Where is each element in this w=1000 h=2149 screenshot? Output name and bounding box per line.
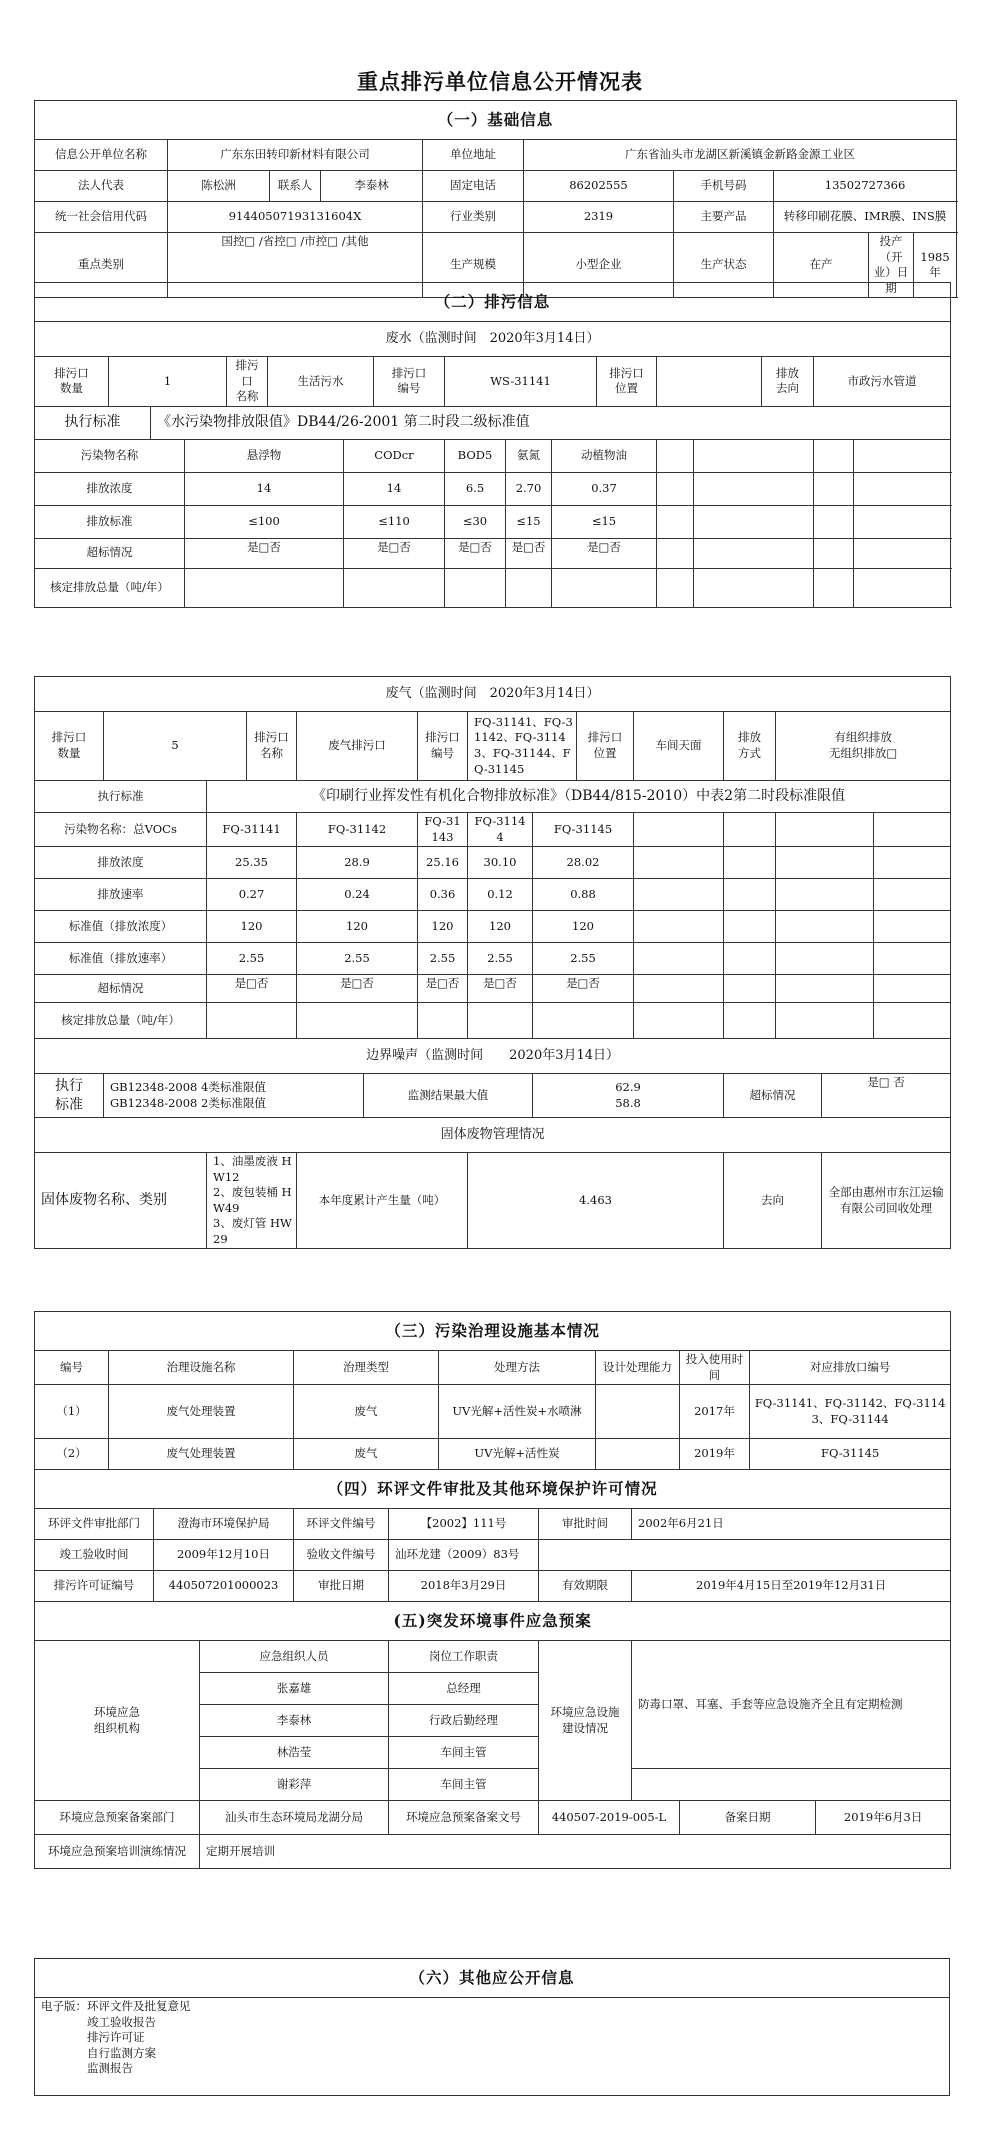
acceptance-no: 汕环龙建（2009）83号 — [389, 1540, 539, 1571]
focus-type-label: 重点类别 — [35, 233, 168, 298]
wg-std-conc-label: 标准值（排放浓度） — [35, 911, 207, 943]
facilities-header-cell: 治理设施名称 — [109, 1351, 294, 1385]
wg-code-cell: FQ-31143 — [418, 813, 468, 847]
staff-duty: 车间主管 — [389, 1737, 539, 1769]
waste-gas-table — [34, 676, 951, 1249]
ww-pollutant-cell: 动植物油 — [552, 439, 657, 472]
ww-limit-cell — [694, 505, 814, 538]
wg-std-conc-cell — [776, 911, 874, 943]
ww-limit-cell: ≤15 — [506, 505, 552, 538]
ww-limit-label: 排放标准 — [35, 505, 185, 538]
wg-code-cell: FQ-31142 — [297, 813, 418, 847]
filing-dept-label: 环境应急预案备案部门 — [35, 1801, 200, 1835]
emergency-heading: (五)突发环境事件应急预案 — [35, 1602, 951, 1641]
ww-concentration-label: 排放浓度 — [35, 472, 185, 505]
staff-name: 林浩莹 — [200, 1737, 389, 1769]
basic-info-table — [34, 100, 957, 298]
ww-outlet-count: 1 — [109, 357, 227, 407]
wg-outlet-count-label: 排污口 数量 — [35, 712, 104, 781]
ww-discharge-to: 市政污水管道 — [814, 357, 951, 407]
ww-exceed-cell: 是□否 — [552, 538, 657, 568]
facilities-permit-emergency-table — [34, 1311, 951, 1869]
scale-label: 生产规模 — [423, 233, 524, 298]
phone: 86202555 — [524, 171, 674, 202]
wg-outlet-name: 废气排污口 — [297, 712, 418, 781]
ww-total-row — [35, 568, 951, 607]
contact: 李泰林 — [321, 171, 423, 202]
wg-total-cell — [297, 1003, 418, 1039]
noise-exceed-label: 超标情况 — [724, 1074, 822, 1118]
contact-label: 联系人 — [270, 171, 321, 202]
wg-std-conc-cell: 120 — [418, 911, 468, 943]
wg-std-rate-cell: 2.55 — [533, 943, 634, 975]
unit-name: 广东东田转印新材料有限公司 — [168, 140, 423, 171]
ww-outlet-count-label: 排污口 数量 — [35, 357, 109, 407]
facilities-cell: UV光解+活性炭 — [439, 1439, 596, 1470]
staff-name: 谢彩萍 — [200, 1769, 389, 1801]
status: 在产 — [774, 233, 869, 298]
wg-std-rate-cell — [776, 943, 874, 975]
facilities-cell: FQ-31141、FQ-31142、FQ-31143、FQ-31144 — [750, 1385, 951, 1439]
staff-duty: 车间主管 — [389, 1769, 539, 1801]
wg-outlet-code: FQ-31141、FQ-31142、FQ-31143、FQ-31144、FQ-31145 — [468, 712, 577, 781]
wg-total-cell — [533, 1003, 634, 1039]
ww-limit-cell: ≤30 — [445, 505, 506, 538]
facilities-cell: UV光解+活性炭+水喷淋 — [439, 1385, 596, 1439]
ww-total-label: 核定排放总量（吨/年） — [35, 568, 185, 607]
noise-subheading: 边界噪声（监测时间 2020年3月14日） — [35, 1039, 951, 1074]
wg-rate-label: 排放速率 — [35, 879, 207, 911]
filing-no: 440507-2019-005-L — [539, 1801, 680, 1835]
ww-outlet-code-label: 排污口 编号 — [374, 357, 445, 407]
facilities-cell: 废气处理装置 — [109, 1439, 294, 1470]
ww-total-cell — [814, 568, 854, 607]
ww-outlet-name-label: 排污口 名称 — [227, 357, 268, 407]
ww-total-cell — [445, 568, 506, 607]
wg-method: 有组织排放 无组织排放□ — [776, 712, 951, 781]
wg-total-cell — [724, 1003, 776, 1039]
wg-std-conc-cell: 120 — [297, 911, 418, 943]
ww-exceed-cell — [657, 538, 694, 568]
wg-exceed-cell: 是□否 — [418, 975, 468, 1003]
wg-std-rate-row — [35, 943, 951, 975]
document-title: 重点排污单位信息公开情况表 — [357, 69, 643, 94]
ww-pollutant-cell: BOD5 — [445, 439, 506, 472]
wg-pollutant-label: 污染物名称：总VOCs — [35, 813, 207, 847]
wg-total-cell — [418, 1003, 468, 1039]
wg-code-cell: FQ-31145 — [533, 813, 634, 847]
wg-std-conc-cell: 120 — [468, 911, 533, 943]
noise-standard: GB12348-2008 4类标准限值 GB12348-2008 2类标准限值 — [104, 1074, 364, 1118]
facilities-cell: 2019年 — [680, 1439, 750, 1470]
wg-std-conc-cell — [724, 911, 776, 943]
solid-name-label: 固体废物名称、类别 — [35, 1153, 207, 1249]
solid-waste-subheading: 固体废物管理情况 — [35, 1118, 951, 1153]
wg-std-rate-cell: 2.55 — [418, 943, 468, 975]
ww-standard-label: 执行标准 — [35, 406, 151, 439]
ww-concentration-cell — [694, 472, 814, 505]
wg-concentration-cell — [874, 847, 951, 879]
other-info-table — [34, 1958, 950, 2096]
wg-exceed-cell: 是□否 — [533, 975, 634, 1003]
wg-exceed-cell — [724, 975, 776, 1003]
ww-exceed-label: 超标情况 — [35, 538, 185, 568]
wg-code-cell — [724, 813, 776, 847]
facilities-header-cell: 处理方法 — [439, 1351, 596, 1385]
wg-code-cell: FQ-31144 — [468, 813, 533, 847]
facilities-row — [35, 1385, 951, 1439]
waste-gas-subheading: 废气（监测时间 2020年3月14日） — [35, 677, 951, 712]
ww-total-cell — [344, 568, 445, 607]
solid-names: 1、油墨废液 HW12 2、废包装桶 HW49 3、废灯管 HW29 — [207, 1153, 297, 1249]
basic-heading: （一）基础信息 — [35, 101, 957, 140]
credit-code: 91440507193131604X — [168, 202, 423, 233]
wg-outlet-code-label: 排污口 编号 — [418, 712, 468, 781]
wg-total-cell — [776, 1003, 874, 1039]
emergency-facility-empty — [632, 1769, 951, 1801]
start-date-label: 投产 （开业）日期 — [869, 233, 914, 298]
ww-limit-cell: ≤15 — [552, 505, 657, 538]
wg-exceed-cell: 是□否 — [297, 975, 418, 1003]
wg-concentration-cell: 28.02 — [533, 847, 634, 879]
facilities-header-cell: 设计处理能力 — [596, 1351, 680, 1385]
mobile-label: 手机号码 — [674, 171, 774, 202]
wg-rate-cell: 0.27 — [207, 879, 297, 911]
wg-concentration-cell: 25.16 — [418, 847, 468, 879]
ww-pollutant-cell — [657, 439, 694, 472]
staff-name: 李泰林 — [200, 1705, 389, 1737]
eia-no: 【2002】111号 — [389, 1509, 539, 1540]
facilities-cell: （2） — [35, 1439, 109, 1470]
wg-total-cell — [207, 1003, 297, 1039]
ww-pollutant-cell — [694, 439, 814, 472]
wg-exceed-cell — [776, 975, 874, 1003]
noise-exceed: 是□ 否 — [822, 1074, 951, 1118]
noise-max-label: 监测结果最大值 — [364, 1074, 533, 1118]
scale: 小型企业 — [524, 233, 674, 298]
wg-code-cell — [874, 813, 951, 847]
wg-exceed-cell: 是□否 — [207, 975, 297, 1003]
other-heading: （六）其他应公开信息 — [35, 1959, 950, 1998]
wg-std-rate-label: 标准值（排放速率） — [35, 943, 207, 975]
valid-label: 有效期限 — [539, 1571, 632, 1602]
wg-exceed-row — [35, 975, 951, 1003]
staff-name: 张嘉雄 — [200, 1673, 389, 1705]
wg-codes-row — [35, 813, 951, 847]
facilities-header-cell: 编号 — [35, 1351, 109, 1385]
wg-concentration-cell — [634, 847, 724, 879]
wg-std-rate-cell — [874, 943, 951, 975]
status-label: 生产状态 — [674, 233, 774, 298]
ww-limit-cell: ≤100 — [185, 505, 344, 538]
ww-concentration-cell: 6.5 — [445, 472, 506, 505]
wastewater-table — [34, 282, 951, 608]
facilities-cell: 废气处理装置 — [109, 1385, 294, 1439]
staff-duty: 行政后勤经理 — [389, 1705, 539, 1737]
solid-amount-label: 本年度累计产生量（吨） — [297, 1153, 468, 1249]
facilities-header-cell: 对应排放口编号 — [750, 1351, 951, 1385]
wg-standard-label: 执行标准 — [35, 781, 207, 813]
ww-exceed-cell: 是□否 — [344, 538, 445, 568]
permit-heading: （四）环评文件审批及其他环境保护许可情况 — [35, 1470, 951, 1509]
ww-pollutant-cell: CODcr — [344, 439, 445, 472]
duty-header: 岗位工作职责 — [389, 1641, 539, 1673]
ww-limit-cell — [814, 505, 854, 538]
wg-outlet-pos: 车间天面 — [634, 712, 724, 781]
eia-date: 2002年6月21日 — [632, 1509, 951, 1540]
ww-exceed-cell — [854, 538, 951, 568]
noise-standard-label: 执行 标准 — [35, 1074, 104, 1118]
ww-pollutant-row — [35, 439, 951, 472]
industry: 2319 — [524, 202, 674, 233]
eia-dept-label: 环评文件审批部门 — [35, 1509, 154, 1540]
facilities-header-cell: 投入使用时间 — [680, 1351, 750, 1385]
wg-outlet-pos-label: 排污口 位置 — [577, 712, 634, 781]
ww-total-cell — [657, 568, 694, 607]
filing-dept: 汕头市生态环境局龙湖分局 — [200, 1801, 389, 1835]
filing-no-label: 环境应急预案备案文号 — [389, 1801, 539, 1835]
ww-concentration-cell: 14 — [344, 472, 445, 505]
ww-total-cell — [854, 568, 951, 607]
wg-std-conc-cell — [874, 911, 951, 943]
ww-total-cell — [552, 568, 657, 607]
wg-exceed-label: 超标情况 — [35, 975, 207, 1003]
ww-exceed-cell: 是□否 — [445, 538, 506, 568]
facilities-header-row — [35, 1351, 951, 1385]
ww-total-cell — [185, 568, 344, 607]
permit-date-label: 审批日期 — [294, 1571, 389, 1602]
legal-rep-label: 法人代表 — [35, 171, 168, 202]
wg-method-label: 排放 方式 — [724, 712, 776, 781]
wg-outlet-count: 5 — [104, 712, 247, 781]
acceptance-time-label: 竣工验收时间 — [35, 1540, 154, 1571]
wg-exceed-cell: 是□否 — [468, 975, 533, 1003]
ww-discharge-to-label: 排放 去向 — [762, 357, 814, 407]
valid: 2019年4月15日至2019年12月31日 — [632, 1571, 951, 1602]
ww-concentration-cell: 0.37 — [552, 472, 657, 505]
emission-heading: （二）排污信息 — [35, 283, 951, 322]
wg-std-conc-cell: 120 — [207, 911, 297, 943]
wg-concentration-label: 排放浓度 — [35, 847, 207, 879]
wg-rate-cell — [776, 879, 874, 911]
ww-exceed-cell — [814, 538, 854, 568]
ww-concentration-cell — [854, 472, 951, 505]
wg-rate-row — [35, 879, 951, 911]
ww-limit-row — [35, 505, 951, 538]
wg-std-conc-row — [35, 911, 951, 943]
eia-date-label: 审批时间 — [539, 1509, 632, 1540]
credit-code-label: 统一社会信用代码 — [35, 202, 168, 233]
facilities-row — [35, 1439, 951, 1470]
wg-total-row — [35, 1003, 951, 1039]
facilities-cell: FQ-31145 — [750, 1439, 951, 1470]
wg-concentration-cell: 30.10 — [468, 847, 533, 879]
product-label: 主要产品 — [674, 202, 774, 233]
wg-rate-cell — [634, 879, 724, 911]
solid-dest-label: 去向 — [724, 1153, 822, 1249]
wg-standard: 《印刷行业挥发性有机化合物排放标准》（DB44/815-2010）中表2第二时段标准限值 — [207, 781, 951, 813]
wg-concentration-cell: 28.9 — [297, 847, 418, 879]
acceptance-no-label: 验收文件编号 — [294, 1540, 389, 1571]
facilities-cell: 废气 — [294, 1439, 439, 1470]
wg-std-rate-cell: 2.55 — [207, 943, 297, 975]
ww-concentration-cell — [657, 472, 694, 505]
ww-limit-cell — [854, 505, 951, 538]
legal-rep: 陈松洲 — [168, 171, 270, 202]
facilities-heading: （三）污染治理设施基本情况 — [35, 1312, 951, 1351]
staff-header: 应急组织人员 — [200, 1641, 389, 1673]
permit-date: 2018年3月29日 — [389, 1571, 539, 1602]
facilities-cell: 废气 — [294, 1385, 439, 1439]
wg-concentration-cell — [776, 847, 874, 879]
facilities-cell — [596, 1385, 680, 1439]
start-date: 1985年 — [914, 233, 957, 298]
filing-date: 2019年6月3日 — [816, 1801, 951, 1835]
ww-limit-cell: ≤110 — [344, 505, 445, 538]
facilities-cell — [596, 1439, 680, 1470]
wg-total-label: 核定排放总量（吨/年） — [35, 1003, 207, 1039]
product: 转移印刷花膜、IMR膜、INS膜 — [774, 202, 957, 233]
wastewater-subheading: 废水（监测时间 2020年3月14日） — [35, 322, 951, 357]
wg-rate-cell: 0.12 — [468, 879, 533, 911]
acceptance-time: 2009年12月10日 — [154, 1540, 294, 1571]
emergency-org-label: 环境应急 组织机构 — [35, 1641, 200, 1801]
ww-pollutant-cell: 悬浮物 — [185, 439, 344, 472]
staff-duty: 总经理 — [389, 1673, 539, 1705]
wg-std-rate-cell: 2.55 — [468, 943, 533, 975]
ww-concentration-cell — [814, 472, 854, 505]
ww-concentration-cell: 2.70 — [506, 472, 552, 505]
wg-std-rate-cell: 2.55 — [297, 943, 418, 975]
wg-total-cell — [874, 1003, 951, 1039]
wg-concentration-cell — [724, 847, 776, 879]
ww-total-cell — [694, 568, 814, 607]
ww-standard: 《水污染物排放限值》DB44/26-2001 第二时段二级标准值 — [151, 406, 951, 439]
wg-exceed-cell — [874, 975, 951, 1003]
solid-dest: 全部由惠州市东江运输有限公司回收处理 — [822, 1153, 951, 1249]
filing-date-label: 备案日期 — [680, 1801, 816, 1835]
address: 广东省汕头市龙湖区新溪镇金新路金源工业区 — [524, 140, 957, 171]
wg-code-cell — [776, 813, 874, 847]
training: 定期开展培训 — [200, 1835, 951, 1869]
facilities-header-cell: 治理类型 — [294, 1351, 439, 1385]
noise-max: 62.9 58.8 — [533, 1074, 724, 1118]
wg-code-cell: FQ-31141 — [207, 813, 297, 847]
permit-no-label: 排污许可证编号 — [35, 1571, 154, 1602]
ww-outlet-pos — [657, 357, 762, 407]
wg-rate-cell — [724, 879, 776, 911]
ww-exceed-cell: 是□否 — [185, 538, 344, 568]
wg-rate-cell: 0.88 — [533, 879, 634, 911]
eia-no-label: 环评文件编号 — [294, 1509, 389, 1540]
wg-outlet-name-label: 排污口 名称 — [247, 712, 297, 781]
address-label: 单位地址 — [423, 140, 524, 171]
permit-no: 440507201000023 — [154, 1571, 294, 1602]
wg-std-rate-cell — [724, 943, 776, 975]
emergency-facility: 防毒口罩、耳塞、手套等应急设施齐全且有定期检测 — [632, 1641, 951, 1769]
unit-name-label: 信息公开单位名称 — [35, 140, 168, 171]
ww-pollutant-cell — [814, 439, 854, 472]
focus-type: 国控□ /省控□ /市控□ /其他 — [168, 233, 423, 298]
ww-outlet-pos-label: 排污口 位置 — [597, 357, 657, 407]
wg-code-cell — [634, 813, 724, 847]
ww-outlet-name: 生活污水 — [268, 357, 374, 407]
wg-total-cell — [634, 1003, 724, 1039]
ww-pollutant-label: 污染物名称 — [35, 439, 185, 472]
wg-concentration-row — [35, 847, 951, 879]
ww-total-cell — [506, 568, 552, 607]
emergency-facility-label: 环境应急设施 建设情况 — [539, 1641, 632, 1801]
ww-pollutant-cell — [854, 439, 951, 472]
ww-exceed-cell — [694, 538, 814, 568]
wg-std-rate-cell — [634, 943, 724, 975]
ww-pollutant-cell: 氨氮 — [506, 439, 552, 472]
acceptance-empty-cell — [539, 1540, 951, 1571]
solid-amount: 4.463 — [468, 1153, 724, 1249]
other-content: 电子版：环评文件及批复意见 竣工验收报告 排污许可证 自行监测方案 监测报告 — [35, 1998, 950, 2096]
wg-rate-cell: 0.24 — [297, 879, 418, 911]
mobile: 13502727366 — [774, 171, 957, 202]
wg-rate-cell — [874, 879, 951, 911]
facilities-cell: 2017年 — [680, 1385, 750, 1439]
ww-concentration-row — [35, 472, 951, 505]
wg-std-conc-cell: 120 — [533, 911, 634, 943]
wg-concentration-cell: 25.35 — [207, 847, 297, 879]
eia-dept: 澄海市环境保护局 — [154, 1509, 294, 1540]
training-label: 环境应急预案培训演练情况 — [35, 1835, 200, 1869]
ww-limit-cell — [657, 505, 694, 538]
ww-outlet-code: WS-31141 — [445, 357, 597, 407]
wg-std-conc-cell — [634, 911, 724, 943]
wg-rate-cell: 0.36 — [418, 879, 468, 911]
ww-exceed-row — [35, 538, 951, 568]
ww-exceed-cell: 是□否 — [506, 538, 552, 568]
phone-label: 固定电话 — [423, 171, 524, 202]
facilities-cell: （1） — [35, 1385, 109, 1439]
wg-exceed-cell — [634, 975, 724, 1003]
wg-total-cell — [468, 1003, 533, 1039]
industry-label: 行业类别 — [423, 202, 524, 233]
ww-concentration-cell: 14 — [185, 472, 344, 505]
